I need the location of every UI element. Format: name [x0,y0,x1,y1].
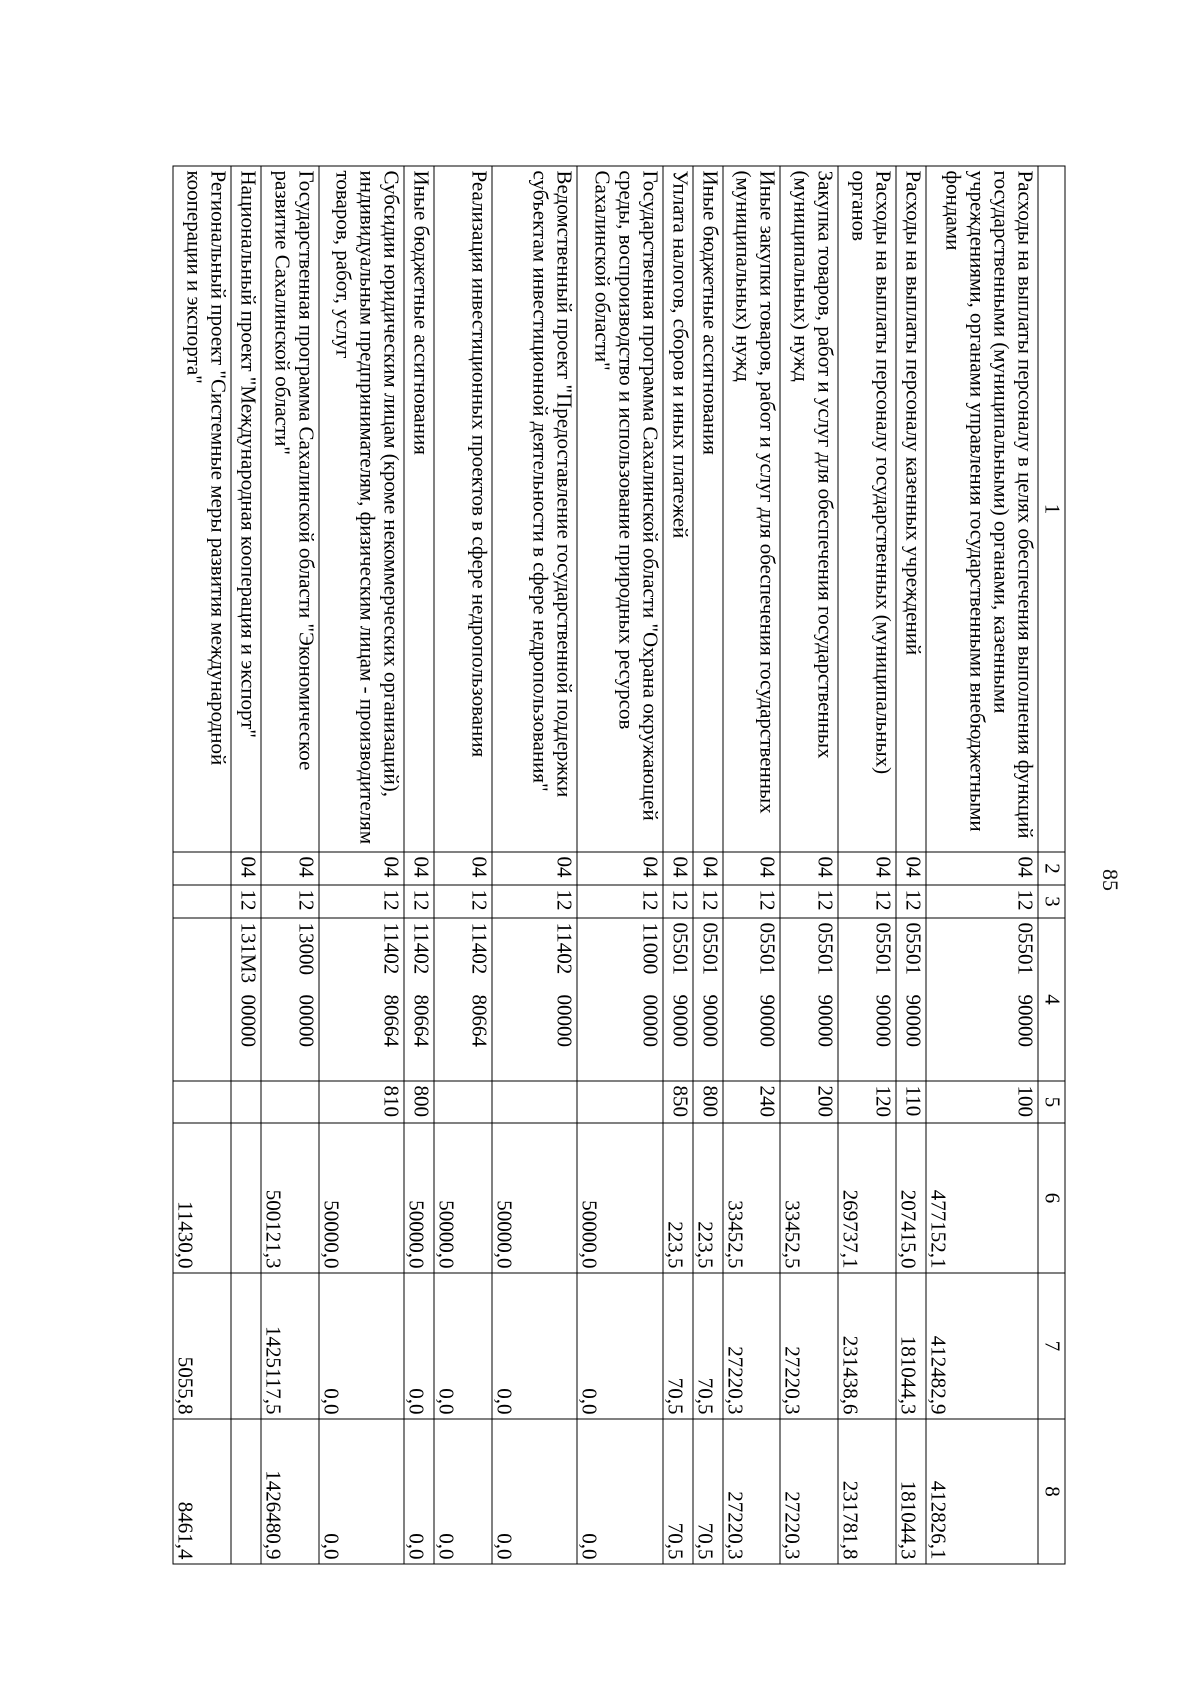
table-row [838,166,896,1564]
amount-year2-cell: 1425117,5 [260,1273,318,1419]
target-article-cell [230,918,260,1081]
amount-year1-cell: 33452,5 [780,1123,838,1273]
target-article-program-code: 11402 [379,922,404,974]
expense-type-cell [434,1081,492,1123]
target-article-cell [260,918,318,1081]
amount-year1-cell: 50000,0 [404,1123,434,1273]
subsection-code-cell: 12 [434,885,492,918]
row-name-cell: Иные бюджетные ассигнования [692,166,722,852]
table-row [722,166,780,1564]
subsection-code-cell: 12 [780,885,838,918]
target-article-direction-code: 90000 [697,994,722,1047]
expense-type-cell [230,1081,260,1123]
table-row [404,166,434,1564]
row-name-cell: Расходы на выплаты персоналу государственных (муниципальных) органов [838,166,896,852]
row-name-cell: Расходы на выплаты персоналу в целях обеспечения выполнения функций государственными (муниципальными) органами, казенными учреждениями, органами управления государственными внебюджетными фондами [925,166,1037,852]
amount-year3-cell: 0,0 [577,1419,662,1564]
target-article-cell [692,918,722,1081]
column-header: 5 [1038,1081,1065,1123]
target-article-program-code: 05501 [1013,922,1037,975]
target-article-direction-code: 00000 [235,994,260,1047]
amount-year3-cell: 70,5 [692,1419,722,1564]
row-name-cell: Расходы на выплаты персоналу казенных учреждений [895,166,925,852]
amount-year1-cell: 477152,1 [925,1123,1037,1273]
amount-year2-cell: 70,5 [692,1273,722,1419]
table-row [780,166,838,1564]
amount-year2-cell: 5055,8 [173,1273,231,1419]
target-article-program-code: 11402 [409,922,434,974]
amount-year1-cell: 50000,0 [491,1123,576,1273]
amount-year2-cell [230,1273,260,1419]
amount-year3-cell [230,1419,260,1564]
amount-year2-cell: 0,0 [491,1273,576,1419]
section-code-cell: 04 [491,852,576,885]
amount-year3-cell: 0,0 [404,1419,434,1564]
table-row [260,166,318,1564]
subsection-code-cell: 12 [692,885,722,918]
table-row [895,166,925,1564]
amount-year3-cell: 231781,8 [838,1419,896,1564]
target-article-cell [662,918,692,1081]
target-article-cell [895,918,925,1081]
amount-year1-cell: 11430,0 [173,1123,231,1273]
target-article-direction-code: 80664 [379,994,404,1047]
target-article-direction-code: 90000 [667,994,692,1047]
target-article-program-code: 05501 [667,922,692,975]
amount-year1-cell: 33452,5 [722,1123,780,1273]
target-article-cell [434,918,492,1081]
table-row [577,166,662,1564]
expense-type-cell: 850 [662,1081,692,1123]
row-name-cell: Уплата налогов, сборов и иных платежей [662,166,692,852]
section-code-cell: 04 [662,852,692,885]
table-body [173,166,1038,1564]
amount-year2-cell: 27220,3 [780,1273,838,1419]
target-article-cell [173,918,231,1081]
target-article-cell [780,918,838,1081]
row-name-cell: Иные закупки товаров, работ и услуг для обеспечения государственных (муниципальных) нужд [722,166,780,852]
row-name-cell: Региональный проект "Системные меры развития международной кооперации и экспорта" [173,166,231,852]
subsection-code-cell: 12 [230,885,260,918]
row-name-cell: Национальный проект "Международная кооперация и экспорт" [230,166,260,852]
expense-type-cell: 110 [895,1081,925,1123]
subsection-code-cell: 12 [491,885,576,918]
amount-year2-cell: 0,0 [318,1273,403,1419]
expense-type-cell [260,1081,318,1123]
column-header: 3 [1038,885,1065,918]
target-article-direction-code: 90000 [870,994,895,1047]
subsection-code-cell: 12 [318,885,403,918]
page-number: 85 [1098,869,1123,891]
amount-year3-cell: 181044,3 [895,1419,925,1564]
amount-year1-cell: 50000,0 [318,1123,403,1273]
table-row [692,166,722,1564]
expense-type-cell [491,1081,576,1123]
amount-year1-cell: 223,5 [662,1123,692,1273]
expense-type-cell: 800 [692,1081,722,1123]
target-article-cell [925,918,1037,1081]
column-header: 7 [1038,1273,1065,1419]
subsection-code-cell: 12 [722,885,780,918]
row-name-cell: Ведомственный проект "Предоставление государственной поддержки субъектам инвестиционной деятельности в сфере недропользования" [491,166,576,852]
budget-table [172,165,1065,1564]
amount-year1-cell: 500121,3 [260,1123,318,1273]
section-code-cell: 04 [722,852,780,885]
amount-year2-cell: 0,0 [434,1273,492,1419]
table-row [434,166,492,1564]
section-code-cell: 04 [692,852,722,885]
table-row [173,166,231,1564]
section-code-cell: 04 [838,852,896,885]
column-header: 4 [1038,918,1065,1081]
amount-year3-cell: 0,0 [318,1419,403,1564]
row-name-cell: Реализация инвестиционных проектов в сфере недропользования [434,166,492,852]
amount-year1-cell: 269737,1 [838,1123,896,1273]
column-header: 1 [1038,166,1065,852]
target-article-program-code: 05501 [697,922,722,975]
header-row [1038,166,1065,1564]
column-header: 2 [1038,852,1065,885]
column-header: 6 [1038,1123,1065,1273]
target-article-cell [318,918,403,1081]
subsection-code-cell: 12 [925,885,1037,918]
column-header: 8 [1038,1419,1065,1564]
expense-type-cell: 800 [404,1081,434,1123]
amount-year2-cell: 0,0 [404,1273,434,1419]
section-code-cell: 04 [925,852,1037,885]
target-article-program-code: 11402 [466,922,491,974]
target-article-cell [491,918,576,1081]
table-row [662,166,692,1564]
section-code-cell: 04 [780,852,838,885]
amount-year1-cell [230,1123,260,1273]
target-article-program-code: 11402 [552,922,577,974]
amount-year1-cell: 223,5 [692,1123,722,1273]
target-article-cell [722,918,780,1081]
row-name-cell: Иные бюджетные ассигнования [404,166,434,852]
target-article-direction-code: 80664 [466,994,491,1047]
expense-type-cell: 120 [838,1081,896,1123]
subsection-code-cell: 12 [895,885,925,918]
amount-year1-cell: 50000,0 [434,1123,492,1273]
target-article-program-code: 13000 [293,922,318,975]
amount-year3-cell: 0,0 [434,1419,492,1564]
amount-year3-cell: 0,0 [491,1419,576,1564]
amount-year3-cell: 27220,3 [722,1419,780,1564]
target-article-direction-code: 00000 [552,994,577,1047]
amount-year1-cell: 50000,0 [577,1123,662,1273]
expense-type-cell: 200 [780,1081,838,1123]
amount-year3-cell: 27220,3 [780,1419,838,1564]
section-code-cell: 04 [577,852,662,885]
amount-year3-cell: 412826,1 [925,1419,1037,1564]
target-article-direction-code: 90000 [1013,994,1037,1047]
subsection-code-cell: 12 [260,885,318,918]
amount-year1-cell: 207415,0 [895,1123,925,1273]
target-article-program-code: 05501 [813,922,838,975]
target-article-program-code: 11000 [637,922,662,974]
subsection-code-cell [173,885,231,918]
target-article-program-code: 05501 [900,922,925,975]
subsection-code-cell: 12 [838,885,896,918]
section-code-cell: 04 [230,852,260,885]
table-row [491,166,576,1564]
amount-year2-cell: 181044,3 [895,1273,925,1419]
target-article-direction-code: 80664 [409,994,434,1047]
expense-type-cell: 810 [318,1081,403,1123]
target-article-direction-code: 90000 [755,994,780,1047]
subsection-code-cell: 12 [577,885,662,918]
expense-type-cell: 240 [722,1081,780,1123]
target-article-cell [577,918,662,1081]
row-name-cell: Субсидии юридическим лицам (кроме некоммерческих организаций), индивидуальным предпринимателям, физическим лицам - производителям товаров, работ, услуг [318,166,403,852]
rotated-table-wrapper [172,165,1065,1563]
section-code-cell: 04 [434,852,492,885]
target-article-program-code: 05501 [755,922,780,975]
section-code-cell [173,852,231,885]
table-row [318,166,403,1564]
row-name-cell: Закупка товаров, работ и услуг для обеспечения государственных (муниципальных) нужд [780,166,838,852]
target-article-cell [404,918,434,1081]
subsection-code-cell: 12 [404,885,434,918]
amount-year2-cell: 412482,9 [925,1273,1037,1419]
section-code-cell: 04 [404,852,434,885]
row-name-cell: Государственная программа Сахалинской области "Охрана окружающей среды, воспроизводство и использование природных ресурсов Сахалинской области" [577,166,662,852]
target-article-direction-code: 90000 [813,994,838,1047]
section-code-cell: 04 [895,852,925,885]
section-code-cell: 04 [318,852,403,885]
target-article-program-code: 05501 [870,922,895,975]
target-article-program-code: 131М3 [235,922,260,983]
target-article-direction-code: 00000 [293,994,318,1047]
amount-year2-cell: 231438,6 [838,1273,896,1419]
table-row [925,166,1037,1564]
subsection-code-cell: 12 [662,885,692,918]
amount-year2-cell: 70,5 [662,1273,692,1419]
row-name-cell: Государственная программа Сахалинской области "Экономическое развитие Сахалинской области" [260,166,318,852]
amount-year3-cell: 8461,4 [173,1419,231,1564]
amount-year3-cell: 1426480,9 [260,1419,318,1564]
amount-year2-cell: 27220,3 [722,1273,780,1419]
target-article-direction-code: 00000 [637,994,662,1047]
expense-type-cell: 100 [925,1081,1037,1123]
table-row [230,166,260,1564]
target-article-direction-code: 90000 [900,994,925,1047]
amount-year2-cell: 0,0 [577,1273,662,1419]
section-code-cell: 04 [260,852,318,885]
amount-year3-cell: 70,5 [662,1419,692,1564]
target-article-cell [838,918,896,1081]
expense-type-cell [577,1081,662,1123]
expense-type-cell [173,1081,231,1123]
